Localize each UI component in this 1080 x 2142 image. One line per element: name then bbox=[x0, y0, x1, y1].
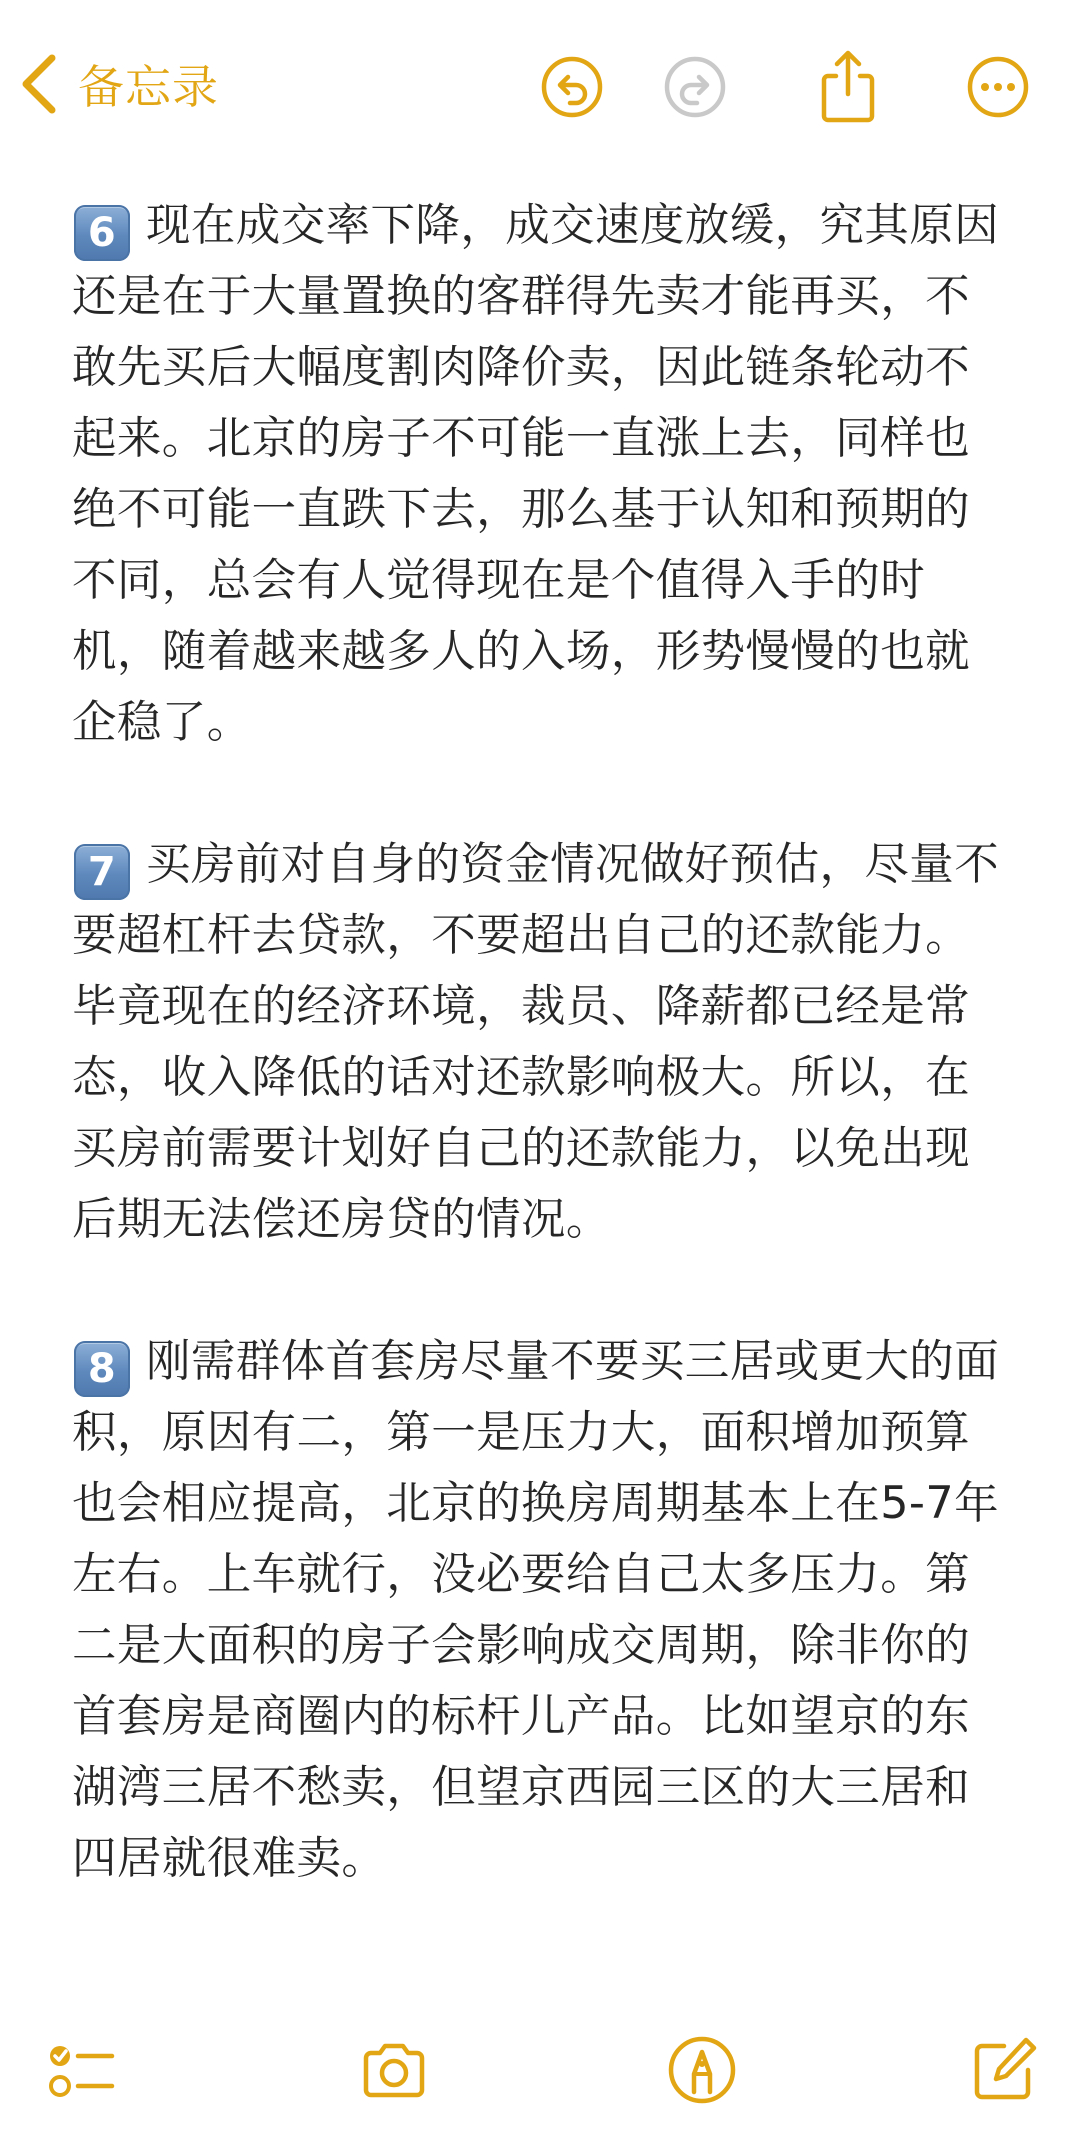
note-paragraph bbox=[72, 829, 1012, 1255]
back-label: 备忘录 bbox=[78, 60, 219, 114]
camera-button[interactable] bbox=[358, 2034, 430, 2106]
navigation-bar bbox=[0, 0, 1080, 175]
redo-button[interactable] bbox=[663, 55, 727, 119]
compose-icon bbox=[968, 2034, 1040, 2106]
keycap-number-badge: 8 bbox=[74, 1341, 130, 1397]
checklist-icon bbox=[46, 2034, 118, 2106]
share-button[interactable] bbox=[816, 48, 880, 124]
paragraph-text: 刚需群体首套房尽量不要买三居或更大的面积，原因有二，第一是压力大，面积增加预算也会相应提高，北京的换房周期基本上在5-7年左右。上车就行，没必要给自己太多压力。第二是大面积的房子会影响成交周期，除非你的首套房是商圈内的标杆儿产品。比如望京的东湖湾三居不愁卖，但望京西园三区的大三居和四居就很难卖。 bbox=[72, 1336, 1000, 1884]
undo-icon bbox=[540, 55, 604, 119]
markup-button[interactable] bbox=[666, 2034, 738, 2106]
redo-icon bbox=[663, 55, 727, 119]
bottom-toolbar bbox=[0, 1990, 1080, 2142]
more-button[interactable] bbox=[966, 55, 1030, 119]
chevron-left-icon bbox=[18, 52, 64, 116]
keycap-number-badge: 6 bbox=[74, 205, 130, 261]
back-button[interactable] bbox=[18, 52, 219, 116]
checklist-button[interactable] bbox=[46, 2034, 118, 2106]
note-paragraph bbox=[72, 190, 1012, 758]
undo-button[interactable] bbox=[540, 55, 604, 119]
note-body[interactable] bbox=[72, 190, 1012, 1894]
more-icon bbox=[966, 55, 1030, 119]
paragraph-text: 买房前对自身的资金情况做好预估，尽量不要超杠杆去贷款，不要超出自己的还款能力。毕竟现在的经济环境，裁员、降薪都已经是常态，收入降低的话对还款影响极大。所以，在买房前需要计划好自己的还款能力，以免出现后期无法偿还房贷的情况。 bbox=[72, 839, 1000, 1245]
compose-button[interactable] bbox=[968, 2034, 1040, 2106]
keycap-number-badge: 7 bbox=[74, 844, 130, 900]
paragraph-text: 现在成交率下降，成交速度放缓，究其原因还是在于大量置换的客群得先卖才能再买，不敢先买后大幅度割肉降价卖，因此链条轮动不起来。北京的房子不可能一直涨上去，同样也绝不可能一直跌下去，那么基于认知和预期的不同，总会有人觉得现在是个值得入手的时机，随着越来越多人的入场，形势慢慢的也就企稳了。 bbox=[72, 200, 1000, 748]
camera-icon bbox=[358, 2034, 430, 2106]
share-icon bbox=[816, 48, 880, 124]
note-paragraph bbox=[72, 1326, 1012, 1894]
markup-pen-icon bbox=[666, 2034, 738, 2106]
